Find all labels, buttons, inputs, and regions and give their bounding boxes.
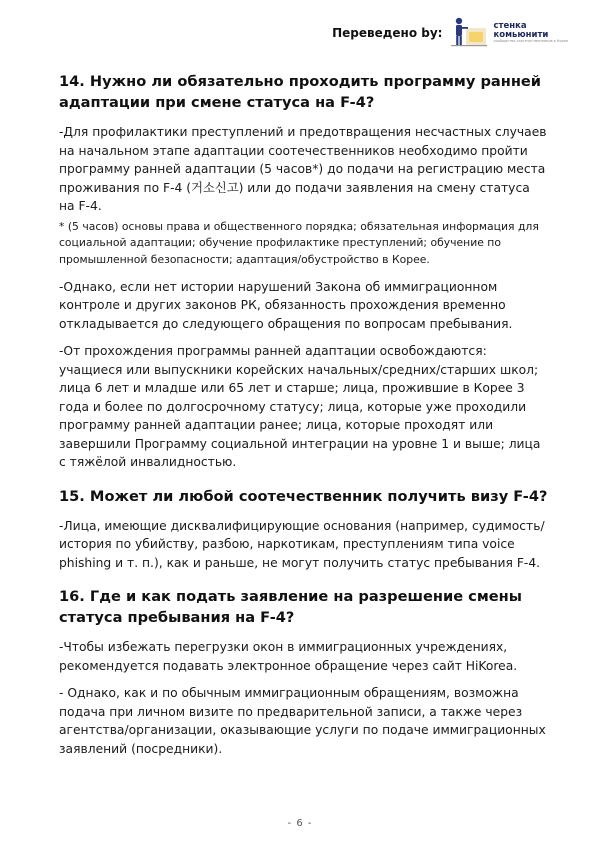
section-15-heading: 15. Может ли любой соотечественник получить визу F-4? [59, 487, 548, 505]
document-body [59, 71, 549, 758]
section-16-paragraph-1: -Чтобы избежать перегрузки окон в иммиграционных учреждениях, рекомендуется подавать электронное обращение через сайт HiKorea. [59, 640, 518, 673]
logo-text-line1: стенка [493, 21, 527, 32]
section-15-paragraph-1: -Лица, имеющие дисквалифицирующие основания (например, судимость/история по убийству, разбою, наркотикам, преступлениям типа voice phishing и т. п.), как и раньше, не могут получить статус пребывания F-4. [59, 518, 545, 570]
section-16-paragraph-2: - Однако, как и по обычным иммиграционным обращениям, возможна подача при личном визите по предварительной записи, а также через агентства/организации, оказывающие услуги по подаче иммиграционных заявлений (посредники). [59, 686, 546, 756]
page-number: - 6 - [287, 818, 313, 829]
logo-text-line3: сообщество соотечественников в Корее [493, 39, 568, 44]
logo-text-line2: комьюнити [493, 30, 549, 41]
section-14-footnote: * (5 часов) основы права и общественного порядка; обязательная информация для социальной адаптации; обучение профилактике преступлений; обучение по промышленной безопасности; адаптация/обустройство в Корее. [59, 219, 539, 267]
section-16-heading: 16. Где и как подать заявление на разрешение смены статуса пребывания на F-4? [59, 588, 522, 627]
community-logo-icon [448, 14, 490, 52]
translated-by-label: Переведено by: [332, 26, 443, 40]
stenka-logo [448, 14, 568, 52]
page-header [332, 14, 568, 52]
section-14-paragraph-1: -Для профилактики преступлений и предотвращения несчастных случаев на начальном этапе адаптации соотечественников необходимо пройти программу ранней адаптации (5 часов*) до подачи на регистрацию места проживания по F-4 (거소신고) или до подачи заявления на смену статуса на F-4. [59, 125, 547, 213]
section-14-paragraph-2: -Однако, если нет истории нарушений Закона об иммиграционном контроле и других законов РК, обязанность прохождения временно откладывается до следующего обращения по вопросам пребывания. [59, 279, 513, 331]
section-14-paragraph-3: -От прохождения программы ранней адаптации освобождаются: учащиеся или выпускники корейских начальных/средних/старших школ; лица 6 лет и младше или 65 лет и старше; лица, прожившие в Корее 3 года и более по долгосрочному статусу; лица, которые уже проходили программу ранней адаптации ранее; лица, которые проходят или завершили Программу социальной интеграции на уровне 1 и выше; лица с тяжёлой инвалидностью. [59, 344, 541, 470]
section-14-heading: 14. Нужно ли обязательно проходить программу ранней адаптации при смене статуса на F-4? [59, 73, 542, 111]
